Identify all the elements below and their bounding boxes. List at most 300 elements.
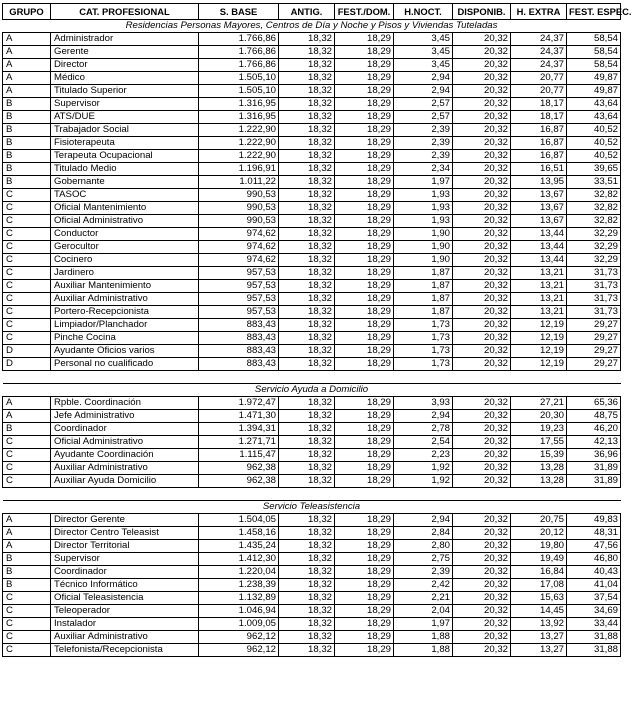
cell-antig: 18,32 — [279, 540, 335, 553]
cell-fest-dom: 18,29 — [335, 449, 394, 462]
header-h-noct: H.NOCT. — [394, 4, 453, 20]
cell-disponib: 20,32 — [453, 631, 511, 644]
cell-antig: 18,32 — [279, 202, 335, 215]
cell-antig: 18,32 — [279, 475, 335, 488]
cell-grupo: C — [3, 280, 51, 293]
cell-h-extra: 20,75 — [511, 514, 567, 527]
cell-s-base: 1.972,47 — [199, 397, 279, 410]
cell-s-base: 974,62 — [199, 241, 279, 254]
cell-s-base: 1.222,90 — [199, 124, 279, 137]
cell-h-noct: 1,93 — [394, 202, 453, 215]
cell-categoria: Oficial Administrativo — [51, 436, 199, 449]
cell-fest-espec: 32,82 — [567, 202, 621, 215]
cell-h-noct: 2,39 — [394, 124, 453, 137]
cell-s-base: 1.222,90 — [199, 150, 279, 163]
cell-categoria: Jardinero — [51, 267, 199, 280]
cell-antig: 18,32 — [279, 553, 335, 566]
cell-fest-espec: 40,43 — [567, 566, 621, 579]
cell-disponib: 20,32 — [453, 280, 511, 293]
cell-grupo: C — [3, 267, 51, 280]
cell-disponib: 20,32 — [453, 644, 511, 657]
header-fest-dom: FEST./DOM. — [335, 4, 394, 20]
cell-h-extra: 19,49 — [511, 553, 567, 566]
cell-s-base: 883,43 — [199, 345, 279, 358]
table-row — [3, 332, 621, 345]
table-body — [3, 20, 621, 657]
cell-disponib: 20,32 — [453, 436, 511, 449]
table-row — [3, 163, 621, 176]
cell-grupo: A — [3, 59, 51, 72]
table-row — [3, 254, 621, 267]
cell-categoria: Terapeuta Ocupacional — [51, 150, 199, 163]
cell-s-base: 962,38 — [199, 462, 279, 475]
cell-grupo: A — [3, 410, 51, 423]
cell-antig: 18,32 — [279, 514, 335, 527]
cell-categoria: Personal no cualificado — [51, 358, 199, 371]
cell-s-base: 1.046,94 — [199, 605, 279, 618]
table-row — [3, 410, 621, 423]
cell-disponib: 20,32 — [453, 137, 511, 150]
section-title-row — [3, 501, 621, 514]
cell-grupo: C — [3, 644, 51, 657]
table-row — [3, 124, 621, 137]
cell-h-noct: 2,39 — [394, 137, 453, 150]
cell-antig: 18,32 — [279, 72, 335, 85]
cell-categoria: Ayudante Oficios varios — [51, 345, 199, 358]
cell-fest-dom: 18,29 — [335, 436, 394, 449]
cell-disponib: 20,32 — [453, 163, 511, 176]
cell-antig: 18,32 — [279, 631, 335, 644]
cell-antig: 18,32 — [279, 59, 335, 72]
table-row — [3, 85, 621, 98]
cell-grupo: C — [3, 592, 51, 605]
cell-fest-dom: 18,29 — [335, 241, 394, 254]
cell-disponib: 20,32 — [453, 566, 511, 579]
cell-fest-dom: 18,29 — [335, 553, 394, 566]
cell-grupo: D — [3, 358, 51, 371]
cell-grupo: B — [3, 137, 51, 150]
cell-grupo: C — [3, 254, 51, 267]
cell-grupo: B — [3, 579, 51, 592]
cell-s-base: 1.132,89 — [199, 592, 279, 605]
cell-categoria: Auxiliar Ayuda Domicilio — [51, 475, 199, 488]
cell-fest-dom: 18,29 — [335, 267, 394, 280]
cell-h-extra: 20,77 — [511, 72, 567, 85]
cell-h-extra: 13,27 — [511, 644, 567, 657]
cell-disponib: 20,32 — [453, 150, 511, 163]
cell-antig: 18,32 — [279, 241, 335, 254]
table-row — [3, 397, 621, 410]
cell-h-noct: 1,73 — [394, 319, 453, 332]
cell-disponib: 20,32 — [453, 46, 511, 59]
cell-h-extra: 16,87 — [511, 124, 567, 137]
cell-grupo: B — [3, 124, 51, 137]
section-title-row — [3, 20, 621, 33]
cell-antig: 18,32 — [279, 163, 335, 176]
cell-h-extra: 18,17 — [511, 111, 567, 124]
table-row — [3, 644, 621, 657]
cell-categoria: Portero-Recepcionista — [51, 306, 199, 319]
cell-h-noct: 1,93 — [394, 189, 453, 202]
cell-grupo: C — [3, 605, 51, 618]
cell-fest-espec: 31,73 — [567, 306, 621, 319]
cell-h-extra: 12,19 — [511, 319, 567, 332]
cell-antig: 18,32 — [279, 85, 335, 98]
cell-h-extra: 13,28 — [511, 462, 567, 475]
table-row — [3, 33, 621, 46]
cell-fest-dom: 18,29 — [335, 111, 394, 124]
table-row — [3, 306, 621, 319]
cell-categoria: Teleoperador — [51, 605, 199, 618]
cell-categoria: Auxiliar Mantenimiento — [51, 280, 199, 293]
section-title: Servicio Ayuda a Domicilio — [3, 384, 621, 397]
cell-s-base: 1.222,90 — [199, 137, 279, 150]
cell-antig: 18,32 — [279, 293, 335, 306]
cell-fest-espec: 42,13 — [567, 436, 621, 449]
cell-h-extra: 13,44 — [511, 241, 567, 254]
cell-s-base: 990,53 — [199, 189, 279, 202]
cell-h-noct: 2,94 — [394, 72, 453, 85]
cell-categoria: Ayudante Coordinación — [51, 449, 199, 462]
table-row — [3, 345, 621, 358]
table-row — [3, 618, 621, 631]
cell-fest-espec: 40,52 — [567, 137, 621, 150]
table-row — [3, 46, 621, 59]
cell-s-base: 974,62 — [199, 254, 279, 267]
table-row — [3, 566, 621, 579]
cell-fest-dom: 18,29 — [335, 202, 394, 215]
cell-disponib: 20,32 — [453, 254, 511, 267]
cell-disponib: 20,32 — [453, 293, 511, 306]
cell-categoria: Titulado Medio — [51, 163, 199, 176]
cell-s-base: 1.435,24 — [199, 540, 279, 553]
cell-grupo: B — [3, 150, 51, 163]
cell-h-noct: 1,97 — [394, 176, 453, 189]
cell-h-noct: 3,93 — [394, 397, 453, 410]
cell-categoria: Gerente — [51, 46, 199, 59]
cell-h-extra: 13,27 — [511, 631, 567, 644]
cell-fest-dom: 18,29 — [335, 33, 394, 46]
header-disponib: DISPONIB. — [453, 4, 511, 20]
table-row — [3, 358, 621, 371]
cell-s-base: 990,53 — [199, 202, 279, 215]
cell-fest-espec: 31,88 — [567, 644, 621, 657]
cell-grupo: B — [3, 98, 51, 111]
cell-grupo: C — [3, 202, 51, 215]
cell-categoria: Titulado Superior — [51, 85, 199, 98]
cell-antig: 18,32 — [279, 111, 335, 124]
cell-h-extra: 13,67 — [511, 202, 567, 215]
cell-s-base: 962,12 — [199, 644, 279, 657]
cell-categoria: Cocinero — [51, 254, 199, 267]
cell-fest-dom: 18,29 — [335, 254, 394, 267]
cell-disponib: 20,32 — [453, 592, 511, 605]
cell-categoria: Gobernante — [51, 176, 199, 189]
cell-grupo: C — [3, 228, 51, 241]
cell-antig: 18,32 — [279, 98, 335, 111]
cell-h-extra: 16,84 — [511, 566, 567, 579]
cell-disponib: 20,32 — [453, 241, 511, 254]
cell-s-base: 883,43 — [199, 319, 279, 332]
cell-fest-dom: 18,29 — [335, 59, 394, 72]
section-title: Servicio Teleasistencia — [3, 501, 621, 514]
cell-antig: 18,32 — [279, 566, 335, 579]
table-row — [3, 280, 621, 293]
cell-disponib: 20,32 — [453, 462, 511, 475]
cell-h-noct: 2,75 — [394, 553, 453, 566]
table-row — [3, 59, 621, 72]
header-cat-profesional: CAT. PROFESIONAL — [51, 4, 199, 20]
table-row — [3, 202, 621, 215]
cell-fest-espec: 49,87 — [567, 72, 621, 85]
cell-fest-dom: 18,29 — [335, 280, 394, 293]
section-title-row — [3, 384, 621, 397]
table-row — [3, 267, 621, 280]
cell-s-base: 1.766,86 — [199, 46, 279, 59]
cell-grupo: C — [3, 631, 51, 644]
cell-fest-dom: 18,29 — [335, 618, 394, 631]
cell-h-noct: 2,57 — [394, 111, 453, 124]
cell-h-extra: 17,55 — [511, 436, 567, 449]
cell-grupo: A — [3, 33, 51, 46]
cell-categoria: Coordinador — [51, 423, 199, 436]
cell-fest-dom: 18,29 — [335, 85, 394, 98]
cell-antig: 18,32 — [279, 46, 335, 59]
cell-categoria: Oficial Administrativo — [51, 215, 199, 228]
cell-grupo: B — [3, 423, 51, 436]
cell-h-noct: 2,34 — [394, 163, 453, 176]
cell-h-noct: 1,88 — [394, 644, 453, 657]
cell-s-base: 1.271,71 — [199, 436, 279, 449]
cell-antig: 18,32 — [279, 332, 335, 345]
cell-h-extra: 15,39 — [511, 449, 567, 462]
cell-antig: 18,32 — [279, 644, 335, 657]
cell-antig: 18,32 — [279, 358, 335, 371]
cell-antig: 18,32 — [279, 423, 335, 436]
table-row — [3, 72, 621, 85]
cell-s-base: 1.238,39 — [199, 579, 279, 592]
cell-antig: 18,32 — [279, 410, 335, 423]
salary-table — [2, 3, 632, 657]
cell-disponib: 20,32 — [453, 59, 511, 72]
cell-s-base: 962,12 — [199, 631, 279, 644]
cell-h-extra: 14,45 — [511, 605, 567, 618]
header-fest-espec: FEST. ESPEC. — [567, 4, 621, 20]
cell-s-base: 962,38 — [199, 475, 279, 488]
cell-h-noct: 3,45 — [394, 59, 453, 72]
cell-grupo: C — [3, 293, 51, 306]
cell-h-extra: 13,44 — [511, 254, 567, 267]
cell-h-noct: 2,94 — [394, 410, 453, 423]
cell-disponib: 20,32 — [453, 475, 511, 488]
table-row — [3, 631, 621, 644]
cell-disponib: 20,32 — [453, 410, 511, 423]
cell-fest-dom: 18,29 — [335, 124, 394, 137]
cell-h-extra: 13,44 — [511, 228, 567, 241]
cell-h-noct: 2,54 — [394, 436, 453, 449]
cell-s-base: 1.220,04 — [199, 566, 279, 579]
cell-fest-espec: 58,54 — [567, 59, 621, 72]
cell-fest-dom: 18,29 — [335, 462, 394, 475]
cell-h-extra: 16,87 — [511, 137, 567, 150]
cell-grupo: A — [3, 514, 51, 527]
cell-categoria: Supervisor — [51, 98, 199, 111]
cell-grupo: B — [3, 176, 51, 189]
cell-antig: 18,32 — [279, 254, 335, 267]
cell-fest-espec: 32,29 — [567, 254, 621, 267]
table-row — [3, 462, 621, 475]
cell-fest-dom: 18,29 — [335, 293, 394, 306]
cell-s-base: 1.009,05 — [199, 618, 279, 631]
cell-h-extra: 24,37 — [511, 46, 567, 59]
cell-h-extra: 13,21 — [511, 293, 567, 306]
cell-fest-dom: 18,29 — [335, 644, 394, 657]
cell-fest-dom: 18,29 — [335, 514, 394, 527]
table-row — [3, 176, 621, 189]
cell-h-noct: 2,80 — [394, 540, 453, 553]
cell-h-noct: 1,73 — [394, 358, 453, 371]
cell-fest-espec: 40,52 — [567, 150, 621, 163]
cell-fest-espec: 65,36 — [567, 397, 621, 410]
cell-s-base: 1.766,86 — [199, 59, 279, 72]
cell-categoria: Director Territorial — [51, 540, 199, 553]
cell-categoria: TASOC — [51, 189, 199, 202]
cell-fest-espec: 34,69 — [567, 605, 621, 618]
cell-antig: 18,32 — [279, 215, 335, 228]
cell-h-noct: 2,57 — [394, 98, 453, 111]
table-row — [3, 98, 621, 111]
cell-grupo: D — [3, 345, 51, 358]
cell-h-extra: 20,30 — [511, 410, 567, 423]
cell-fest-dom: 18,29 — [335, 189, 394, 202]
cell-grupo: A — [3, 85, 51, 98]
cell-grupo: C — [3, 306, 51, 319]
cell-fest-espec: 49,83 — [567, 514, 621, 527]
cell-categoria: Técnico Informático — [51, 579, 199, 592]
cell-antig: 18,32 — [279, 150, 335, 163]
cell-h-noct: 2,42 — [394, 579, 453, 592]
cell-fest-espec: 31,89 — [567, 462, 621, 475]
cell-fest-espec: 31,73 — [567, 267, 621, 280]
cell-h-noct: 1,92 — [394, 475, 453, 488]
cell-antig: 18,32 — [279, 618, 335, 631]
cell-disponib: 20,32 — [453, 98, 511, 111]
table-row — [3, 423, 621, 436]
table-row — [3, 436, 621, 449]
cell-disponib: 20,32 — [453, 267, 511, 280]
cell-s-base: 1.316,95 — [199, 98, 279, 111]
cell-antig: 18,32 — [279, 592, 335, 605]
cell-fest-espec: 39,65 — [567, 163, 621, 176]
cell-antig: 18,32 — [279, 137, 335, 150]
cell-fest-dom: 18,29 — [335, 137, 394, 150]
cell-categoria: Rpble. Coordinación — [51, 397, 199, 410]
cell-antig: 18,32 — [279, 527, 335, 540]
cell-h-extra: 13,21 — [511, 267, 567, 280]
table-row — [3, 111, 621, 124]
cell-antig: 18,32 — [279, 189, 335, 202]
cell-categoria: Supervisor — [51, 553, 199, 566]
cell-fest-dom: 18,29 — [335, 527, 394, 540]
cell-grupo: A — [3, 46, 51, 59]
cell-h-extra: 13,21 — [511, 306, 567, 319]
cell-fest-espec: 43,64 — [567, 111, 621, 124]
cell-fest-dom: 18,29 — [335, 98, 394, 111]
cell-h-noct: 2,39 — [394, 150, 453, 163]
cell-disponib: 20,32 — [453, 345, 511, 358]
header-antig: ANTIG. — [279, 4, 335, 20]
cell-antig: 18,32 — [279, 306, 335, 319]
cell-fest-espec: 29,27 — [567, 358, 621, 371]
cell-h-noct: 2,84 — [394, 527, 453, 540]
table-row — [3, 150, 621, 163]
cell-h-extra: 13,21 — [511, 280, 567, 293]
cell-disponib: 20,32 — [453, 33, 511, 46]
cell-categoria: Auxiliar Administrativo — [51, 293, 199, 306]
cell-h-noct: 2,94 — [394, 85, 453, 98]
cell-grupo: C — [3, 241, 51, 254]
cell-disponib: 20,32 — [453, 189, 511, 202]
cell-fest-espec: 29,27 — [567, 345, 621, 358]
cell-s-base: 883,43 — [199, 332, 279, 345]
cell-antig: 18,32 — [279, 345, 335, 358]
cell-antig: 18,32 — [279, 397, 335, 410]
table-row — [3, 241, 621, 254]
cell-fest-espec: 31,89 — [567, 475, 621, 488]
cell-fest-dom: 18,29 — [335, 579, 394, 592]
table-row — [3, 449, 621, 462]
cell-grupo: A — [3, 72, 51, 85]
cell-grupo: A — [3, 540, 51, 553]
table-row — [3, 319, 621, 332]
cell-fest-dom: 18,29 — [335, 72, 394, 85]
cell-categoria: Trabajador Social — [51, 124, 199, 137]
cell-grupo: C — [3, 332, 51, 345]
cell-antig: 18,32 — [279, 228, 335, 241]
cell-fest-espec: 41,04 — [567, 579, 621, 592]
cell-disponib: 20,32 — [453, 527, 511, 540]
cell-disponib: 20,32 — [453, 319, 511, 332]
cell-fest-espec: 49,87 — [567, 85, 621, 98]
cell-h-noct: 1,92 — [394, 462, 453, 475]
cell-h-noct: 2,23 — [394, 449, 453, 462]
cell-antig: 18,32 — [279, 280, 335, 293]
cell-disponib: 20,32 — [453, 72, 511, 85]
cell-h-noct: 2,04 — [394, 605, 453, 618]
cell-disponib: 20,32 — [453, 332, 511, 345]
cell-grupo: B — [3, 553, 51, 566]
cell-fest-espec: 29,27 — [567, 319, 621, 332]
cell-s-base: 1.394,31 — [199, 423, 279, 436]
cell-s-base: 990,53 — [199, 215, 279, 228]
cell-fest-dom: 18,29 — [335, 176, 394, 189]
cell-categoria: Conductor — [51, 228, 199, 241]
salary-table-container — [2, 3, 632, 657]
cell-fest-espec: 58,54 — [567, 33, 621, 46]
cell-s-base: 1.504,05 — [199, 514, 279, 527]
cell-fest-dom: 18,29 — [335, 397, 394, 410]
cell-fest-dom: 18,29 — [335, 592, 394, 605]
table-row — [3, 553, 621, 566]
cell-h-extra: 13,67 — [511, 215, 567, 228]
cell-h-extra: 16,51 — [511, 163, 567, 176]
cell-fest-dom: 18,29 — [335, 150, 394, 163]
cell-fest-espec: 29,27 — [567, 332, 621, 345]
cell-antig: 18,32 — [279, 124, 335, 137]
cell-h-noct: 2,94 — [394, 514, 453, 527]
cell-s-base: 1.412,30 — [199, 553, 279, 566]
cell-fest-dom: 18,29 — [335, 215, 394, 228]
